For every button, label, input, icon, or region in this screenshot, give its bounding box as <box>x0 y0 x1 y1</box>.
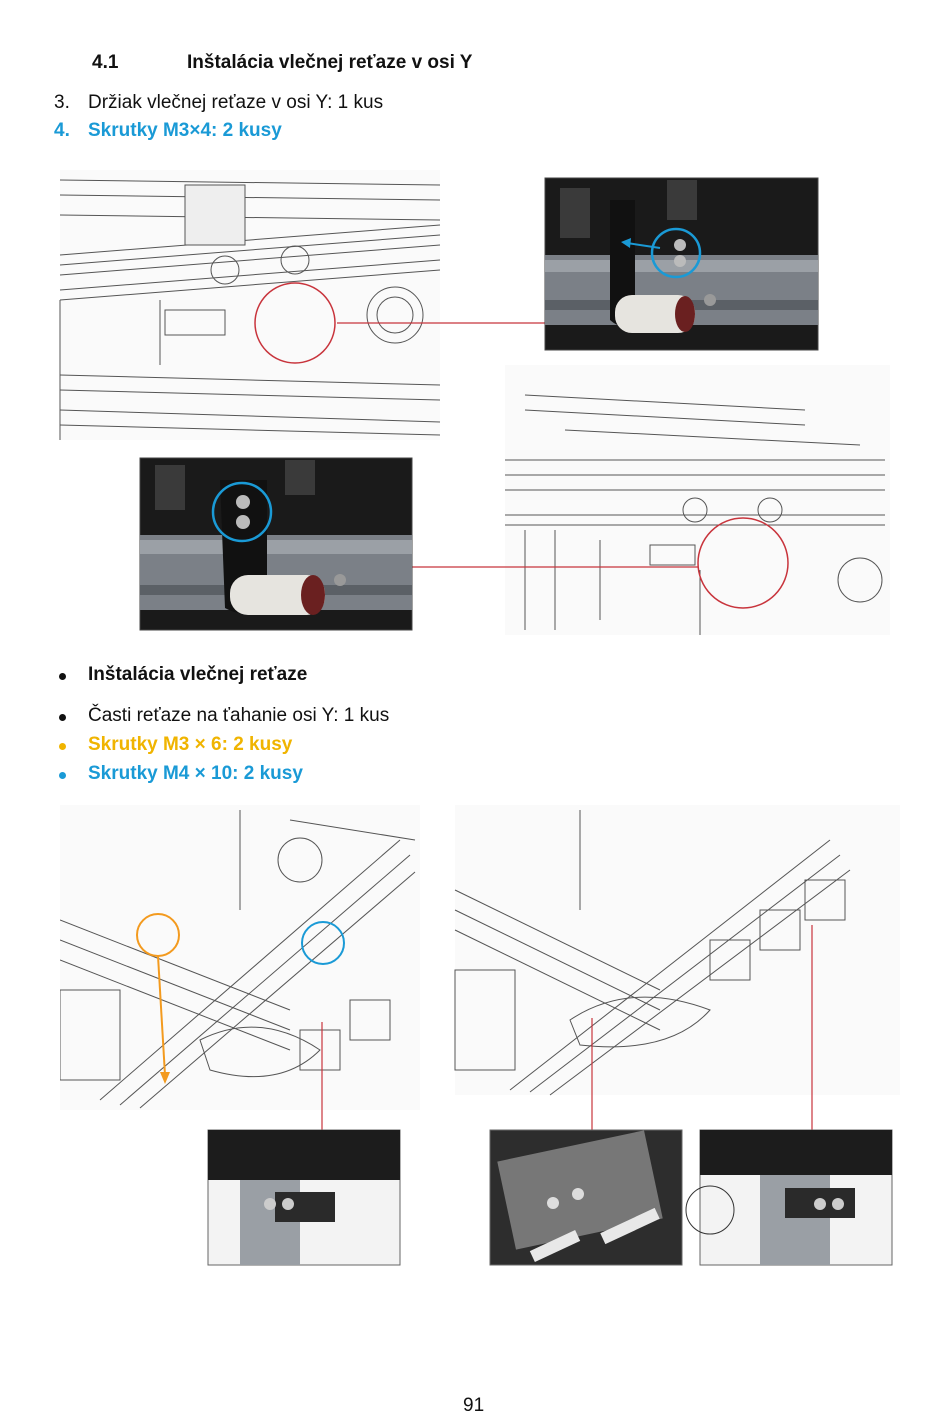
page-number: 91 <box>463 1395 485 1416</box>
bullet-item-chain-parts: Časti reťaze na ťahanie osi Y: 1 kus <box>88 705 390 726</box>
section-title: Inštalácia vlečnej reťaze v osi Y <box>187 52 473 73</box>
bullet-dot-subsection <box>59 673 66 680</box>
figure-drag-chain-install <box>60 800 900 1270</box>
list-item-screws-m3x4: Skrutky M3×4: 2 kusy <box>88 120 282 141</box>
list-item-number-3: 3. <box>54 92 70 113</box>
drag-chain-after <box>455 805 900 1095</box>
bracket-closeup-bottom <box>140 458 412 630</box>
bullet-dot-3 <box>59 772 66 779</box>
bullet-item-screws-m3x6: Skrutky M3 × 6: 2 kusy <box>88 734 293 755</box>
list-item-bracket: Držiak vlečnej reťaze v osi Y: 1 kus <box>88 92 384 113</box>
list-item-number-4: 4. <box>54 120 70 141</box>
closeup-chain-screws-left <box>208 1130 400 1265</box>
y-axis-rail-overview <box>60 170 440 440</box>
bullet-dot-2 <box>59 743 66 750</box>
closeup-chain-screws-right <box>686 1130 892 1265</box>
subsection-title: Inštalácia vlečnej reťaze <box>88 664 308 685</box>
bullet-dot-1 <box>59 714 66 721</box>
section-number: 4.1 <box>92 52 119 73</box>
closeup-chain-screws-mid <box>490 1130 682 1265</box>
figure-y-axis-bracket <box>55 160 900 640</box>
bracket-closeup-top <box>545 178 818 350</box>
drag-chain-before <box>60 805 420 1110</box>
bullet-item-screws-m4x10: Skrutky M4 × 10: 2 kusy <box>88 763 303 784</box>
y-axis-gantry-side <box>505 365 890 635</box>
